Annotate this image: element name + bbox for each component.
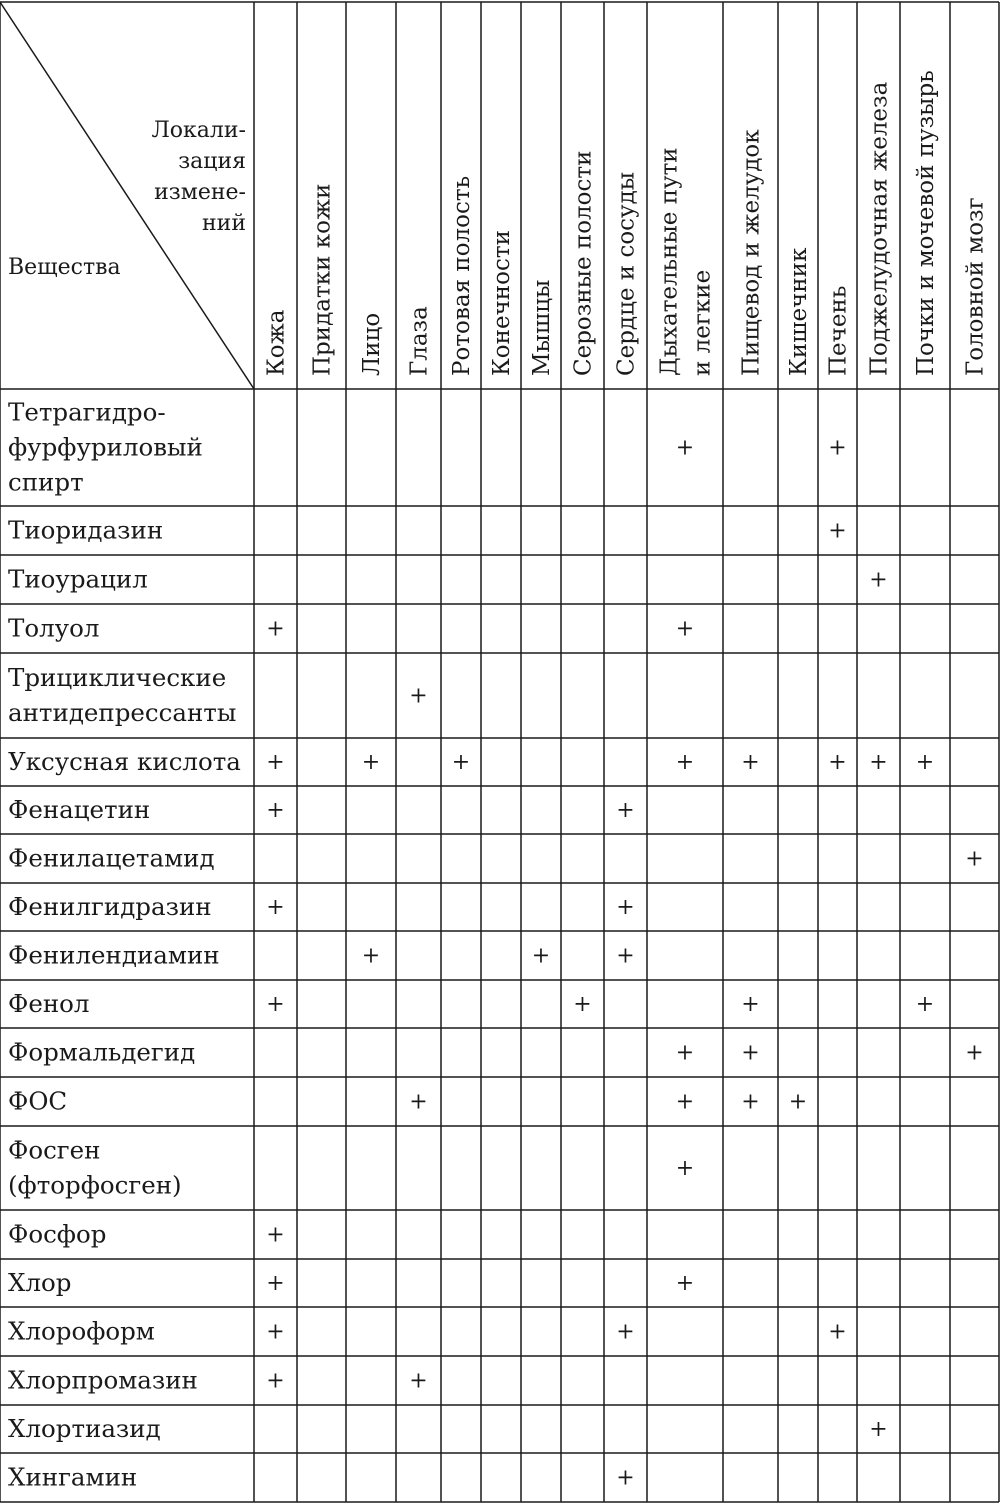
- presence-mark: +: [531, 943, 551, 969]
- presence-mark: +: [741, 750, 760, 775]
- substance-name: Тиоридазин: [8, 515, 164, 545]
- presence-mark: +: [361, 943, 381, 969]
- substance-name: Толуол: [8, 613, 100, 643]
- substance-name: (фторфосген): [8, 1170, 182, 1200]
- substance-name: Фенацетин: [8, 795, 151, 824]
- substance-name: Формальдегид: [8, 1037, 196, 1067]
- presence-mark: +: [828, 750, 847, 775]
- presence-mark: +: [675, 1089, 695, 1115]
- presence-mark: +: [409, 1368, 428, 1394]
- column-header-10: Дыхательные пути: [656, 147, 683, 376]
- presence-mark: +: [266, 895, 285, 920]
- corner-label-localization: зация: [178, 149, 246, 174]
- corner-label-localization: ний: [202, 211, 246, 236]
- presence-mark: +: [573, 992, 592, 1017]
- column-header-10: и легкие: [689, 269, 716, 376]
- presence-mark: +: [741, 1040, 760, 1066]
- column-header-16: Головной мозг: [962, 197, 989, 376]
- presence-mark: +: [965, 846, 984, 872]
- substance-name: Хлор: [8, 1268, 72, 1297]
- substance-name: антидепрессанты: [8, 698, 237, 727]
- presence-mark: +: [869, 567, 888, 593]
- corner-label-localization: Локали-: [151, 118, 246, 143]
- corner-label-substances: Вещества: [8, 255, 121, 280]
- column-header-13: Печень: [825, 285, 852, 376]
- corner-label-localization: измене-: [154, 180, 246, 205]
- substance-name: Трициклические: [8, 663, 227, 692]
- presence-mark: +: [869, 750, 888, 775]
- column-header-8: Серозные полости: [570, 150, 597, 376]
- substance-name: Фенилгидразин: [8, 892, 212, 921]
- presence-mark: +: [266, 616, 285, 642]
- substance-name: Хингамин: [8, 1462, 138, 1492]
- presence-mark: +: [828, 435, 847, 461]
- substance-name: Хлорпромазин: [8, 1365, 198, 1395]
- substance-name: Фенилендиамин: [8, 940, 220, 970]
- presence-mark: +: [266, 1319, 285, 1345]
- column-header-5: Ротовая полость: [449, 175, 475, 376]
- column-header-2: Придатки кожи: [309, 183, 336, 376]
- presence-mark: +: [266, 992, 285, 1017]
- substance-name: Фенилацетамид: [8, 843, 215, 873]
- presence-mark: +: [675, 1040, 695, 1066]
- presence-mark: +: [616, 895, 635, 920]
- presence-mark: +: [915, 992, 935, 1017]
- substance-name: Тетрагидро-: [8, 397, 166, 427]
- presence-mark: +: [675, 750, 695, 775]
- presence-mark: +: [409, 683, 428, 709]
- presence-mark: +: [266, 1271, 285, 1296]
- column-header-14: Поджелудочная железа: [866, 81, 893, 376]
- presence-mark: +: [266, 1222, 285, 1248]
- presence-mark: +: [741, 992, 760, 1017]
- substance-name: спирт: [8, 467, 84, 497]
- presence-mark: +: [616, 1465, 635, 1491]
- substance-name: Фенол: [8, 989, 90, 1018]
- substance-name: Тиоурацил: [8, 564, 148, 594]
- column-header-7: Мышцы: [529, 279, 555, 376]
- column-header-1: Кожа: [263, 309, 290, 376]
- substance-name: фурфуриловый: [8, 432, 203, 462]
- presence-mark: +: [675, 1156, 695, 1181]
- presence-mark: +: [675, 616, 695, 642]
- presence-mark: +: [915, 750, 935, 775]
- column-header-12: Кишечник: [786, 247, 812, 376]
- presence-mark: +: [616, 798, 635, 823]
- column-header-3: Лицо: [359, 312, 385, 376]
- column-header-4: Глаза: [406, 306, 433, 376]
- presence-mark: +: [266, 750, 285, 775]
- substance-name: Фосген: [8, 1135, 101, 1165]
- presence-mark: +: [361, 750, 381, 775]
- substance-name: Фосфор: [8, 1219, 107, 1249]
- column-header-15: Почки и мочевой пузырь: [913, 70, 939, 376]
- presence-mark: +: [741, 1089, 760, 1115]
- presence-mark: +: [451, 750, 471, 775]
- presence-mark: +: [675, 435, 695, 461]
- presence-mark: +: [828, 518, 847, 544]
- presence-mark: +: [788, 1089, 808, 1115]
- presence-mark: +: [616, 943, 635, 969]
- substance-name: ФОС: [8, 1086, 68, 1116]
- substance-name: Хлортиазид: [8, 1414, 161, 1443]
- presence-mark: +: [616, 1319, 635, 1345]
- presence-mark: +: [965, 1040, 984, 1066]
- presence-mark: +: [828, 1319, 847, 1345]
- presence-mark: +: [266, 1368, 285, 1394]
- substance-name: Уксусная кислота: [8, 747, 241, 776]
- presence-mark: +: [675, 1271, 695, 1296]
- presence-mark: +: [869, 1417, 888, 1442]
- column-header-6: Конечности: [489, 230, 515, 376]
- substance-name: Хлороформ: [8, 1316, 155, 1346]
- column-header-11: Пищевод и желудок: [738, 129, 765, 376]
- presence-mark: +: [409, 1089, 428, 1115]
- presence-mark: +: [266, 798, 285, 823]
- column-header-9: Сердце и сосуды: [613, 171, 640, 376]
